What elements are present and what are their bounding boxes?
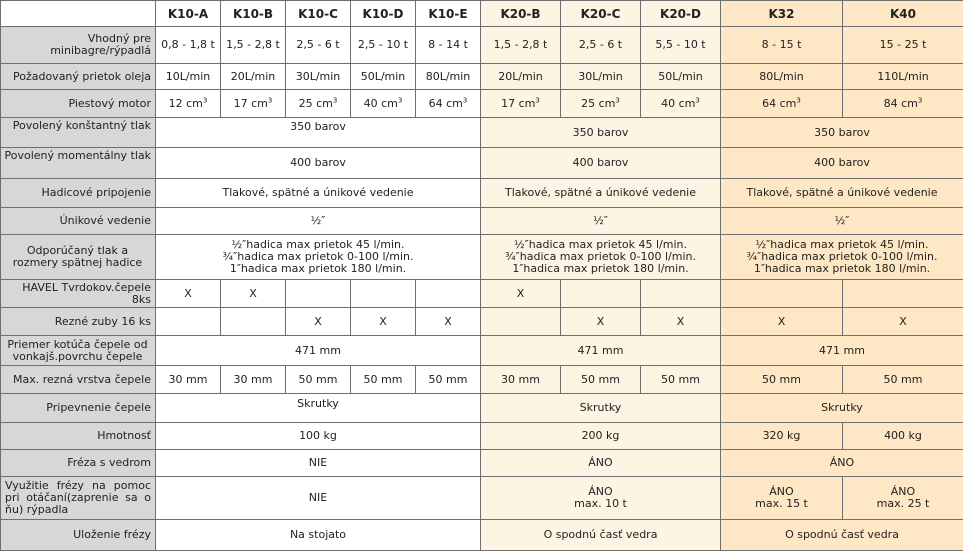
cell: X: [156, 280, 221, 307]
cell: [561, 90, 641, 117]
cell: 110L/min: [843, 64, 963, 90]
row-label: Priemer kotúča čepele od vonkajš.povrchu čepele: [1, 336, 156, 365]
row-konst: [1, 117, 963, 147]
cell: [351, 90, 416, 117]
cell: 400 kg: [843, 422, 963, 449]
unit-exponent: 3: [202, 96, 208, 104]
cell: 20L/min: [481, 64, 561, 90]
header-row: [1, 1, 963, 27]
row-label: Fréza s vedrom: [1, 450, 156, 476]
col-header: K20-D: [641, 1, 721, 27]
cell: 50 mm: [843, 365, 963, 393]
cell: 8 - 14 t: [416, 27, 481, 64]
row-label: Odporúčaný tlak a rozmery spätnej hadice: [1, 234, 156, 280]
cell: [416, 280, 481, 307]
unit-exponent: 3: [535, 96, 540, 104]
cell-line: ¾″hadica max prietok 0-100 l/min.: [222, 250, 414, 264]
cell-line: ½″hadica max prietok 45 l/min.: [231, 238, 405, 252]
cell: [481, 476, 721, 520]
cell-line: ¾″hadica max prietok 0-100 l/min.: [505, 250, 696, 264]
unit-exponent: 3: [917, 96, 923, 104]
cell: Skrutky: [481, 394, 721, 422]
col-header: K10-C: [286, 1, 351, 27]
cell: [416, 90, 481, 117]
row-label: Povolený momentálny tlak: [1, 148, 156, 178]
cell: 350 barov: [721, 117, 963, 147]
cell: 30 mm: [156, 365, 221, 393]
cell: Tlakové, spätné a únikové vedenie: [721, 178, 963, 207]
cell: 30L/min: [561, 64, 641, 90]
cell: 50 mm: [641, 365, 721, 393]
cell: 1,5 - 2,8 t: [481, 27, 561, 64]
cell: [481, 307, 561, 335]
row-zuby: [1, 307, 963, 335]
cell: [721, 90, 843, 117]
row-label: Piestový motor: [1, 90, 156, 117]
cell-line: ½″hadica max prietok 45 l/min.: [755, 238, 929, 252]
cell: 50 mm: [416, 365, 481, 393]
cell: X: [843, 307, 963, 335]
row-label: Max. rezná vrstva čepele: [1, 365, 156, 393]
cell: ÁNO: [721, 450, 963, 476]
row-label: Rezné zuby 16 ks: [1, 307, 156, 335]
cell: 50 mm: [286, 365, 351, 393]
cell-line: ÁNO: [588, 484, 613, 498]
cell: Tlakové, spätné a únikové vedenie: [481, 178, 721, 207]
cell-value: 25 cm: [581, 96, 616, 110]
unit-exponent: 3: [397, 96, 403, 104]
cell: NIE: [156, 450, 481, 476]
cell: 200 kg: [481, 422, 721, 449]
cell: [221, 90, 286, 117]
cell: 50 mm: [561, 365, 641, 393]
cell-line: ÁNO: [769, 484, 794, 498]
cell-line: 1″hadica max prietok 180 l/min.: [753, 262, 931, 276]
cell: 2,5 - 6 t: [286, 27, 351, 64]
row-odpor: [1, 234, 963, 280]
cell: 30 mm: [481, 365, 561, 393]
cell: 50 mm: [351, 365, 416, 393]
cell: ÁNO: [481, 450, 721, 476]
cell: 50L/min: [641, 64, 721, 90]
unit-exponent: 3: [332, 96, 338, 104]
cell: 350 barov: [156, 117, 481, 147]
cell: 20L/min: [221, 64, 286, 90]
cell: Na stojato: [156, 520, 481, 551]
cell-line: ¾″hadica max prietok 0-100 l/min.: [746, 250, 938, 264]
cell-value: 17 cm: [233, 96, 268, 110]
cell: [286, 90, 351, 117]
cell-line: 1″hadica max prietok 180 l/min.: [512, 262, 689, 276]
cell: O spodnú časť vedra: [481, 520, 721, 551]
cell: [721, 280, 843, 307]
row-label: Únikové vedenie: [1, 208, 156, 234]
cell: [561, 280, 641, 307]
row-priemer: [1, 336, 963, 365]
row-label: Pripevnenie čepele: [1, 394, 156, 422]
row-label: Požadovaný prietok oleja: [1, 64, 156, 90]
col-header: K40: [843, 1, 963, 27]
cell: [843, 90, 963, 117]
col-header: K10-B: [221, 1, 286, 27]
cell-value: 64 cm: [762, 96, 797, 110]
row-label: Hmotnosť: [1, 422, 156, 449]
row-vhodny: [1, 27, 963, 64]
cell: [721, 476, 843, 520]
cell: 400 barov: [156, 148, 481, 178]
unit-exponent: 3: [695, 96, 700, 104]
cell: [156, 90, 221, 117]
cell: [481, 234, 721, 280]
cell-value: 40 cm: [363, 96, 398, 110]
cell: X: [721, 307, 843, 335]
cell: 30L/min: [286, 64, 351, 90]
cell-value: 40 cm: [661, 96, 696, 110]
cell: [156, 307, 221, 335]
cell: ½″: [156, 208, 481, 234]
cell: [351, 280, 416, 307]
cell: 471 mm: [156, 336, 481, 365]
cell: Skrutky: [156, 394, 481, 422]
row-label: Uloženie frézy: [1, 520, 156, 551]
cell-line: max. 10 t: [574, 496, 627, 510]
cell: 400 barov: [481, 148, 721, 178]
corner-cell: [1, 1, 156, 27]
cell: X: [286, 307, 351, 335]
cell: 1,5 - 2,8 t: [221, 27, 286, 64]
row-moment: [1, 148, 963, 178]
row-motor: [1, 90, 963, 117]
cell: [481, 90, 561, 117]
cell-value: 12 cm: [168, 96, 203, 110]
cell: [843, 476, 963, 520]
cell: 10L/min: [156, 64, 221, 90]
cell: 471 mm: [481, 336, 721, 365]
unit-exponent: 3: [796, 96, 801, 104]
col-header: K20-C: [561, 1, 641, 27]
cell-line: max. 15 t: [755, 496, 808, 510]
cell: ½″: [481, 208, 721, 234]
col-header: K32: [721, 1, 843, 27]
cell: X: [221, 280, 286, 307]
cell-line: ½″hadica max prietok 45 l/min.: [513, 238, 687, 252]
cell-value: 64 cm: [428, 96, 463, 110]
cell: 2,5 - 6 t: [561, 27, 641, 64]
cell: 50L/min: [351, 64, 416, 90]
cell: 400 barov: [721, 148, 963, 178]
row-havel: [1, 280, 963, 307]
cell: 80L/min: [416, 64, 481, 90]
col-header: K10-D: [351, 1, 416, 27]
cell: 80L/min: [721, 64, 843, 90]
col-header: K10-E: [416, 1, 481, 27]
cell-line: 1″hadica max prietok 180 l/min.: [229, 262, 407, 276]
cell-value: 17 cm: [501, 96, 536, 110]
cell: [641, 280, 721, 307]
row-pripev: [1, 394, 963, 422]
row-vrstva: [1, 365, 963, 393]
row-label: Využitie frézy na pomoc pri otáčaní(zaprenie sa o ňu) rýpadla: [1, 476, 156, 520]
row-hadic: [1, 178, 963, 207]
cell: X: [351, 307, 416, 335]
cell: 471 mm: [721, 336, 963, 365]
cell: X: [481, 280, 561, 307]
cell: NIE: [156, 476, 481, 520]
col-header: K20-B: [481, 1, 561, 27]
row-label: Vhodný pre minibagre/rýpadlá: [1, 27, 156, 64]
cell: 30 mm: [221, 365, 286, 393]
cell: 2,5 - 10 t: [351, 27, 416, 64]
row-label: Povolený konštantný tlak: [1, 117, 156, 147]
cell: 5,5 - 10 t: [641, 27, 721, 64]
cell: X: [416, 307, 481, 335]
cell-line: max. 25 t: [876, 496, 930, 510]
cell: [641, 90, 721, 117]
unit-exponent: 3: [267, 96, 273, 104]
row-hmot: [1, 422, 963, 449]
cell: 0,8 - 1,8 t: [156, 27, 221, 64]
cell: [843, 280, 963, 307]
row-vyuz: [1, 476, 963, 520]
cell: [286, 280, 351, 307]
unit-exponent: 3: [615, 96, 620, 104]
cell: 320 kg: [721, 422, 843, 449]
cell: [156, 234, 481, 280]
row-unik: [1, 208, 963, 234]
cell: [721, 234, 963, 280]
col-header: K10-A: [156, 1, 221, 27]
cell: O spodnú časť vedra: [721, 520, 963, 551]
cell: 8 - 15 t: [721, 27, 843, 64]
cell-line: ÁNO: [890, 484, 916, 498]
row-label: Hadicové pripojenie: [1, 178, 156, 207]
row-label: HAVEL Tvrdokov.čepele 8ks: [1, 280, 156, 307]
cell: ½″: [721, 208, 963, 234]
cell-value: 25 cm: [298, 96, 333, 110]
row-freza: [1, 450, 963, 476]
unit-exponent: 3: [462, 96, 468, 104]
cell: 350 barov: [481, 117, 721, 147]
cell: Skrutky: [721, 394, 963, 422]
row-ulozenie: [1, 520, 963, 551]
row-prietok: [1, 64, 963, 90]
cell: 100 kg: [156, 422, 481, 449]
cell-value: 84 cm: [883, 96, 918, 110]
cell: Tlakové, spätné a únikové vedenie: [156, 178, 481, 207]
cell: X: [641, 307, 721, 335]
cell: 50 mm: [721, 365, 843, 393]
cell: [221, 307, 286, 335]
cell: X: [561, 307, 641, 335]
cell: 15 - 25 t: [843, 27, 963, 64]
